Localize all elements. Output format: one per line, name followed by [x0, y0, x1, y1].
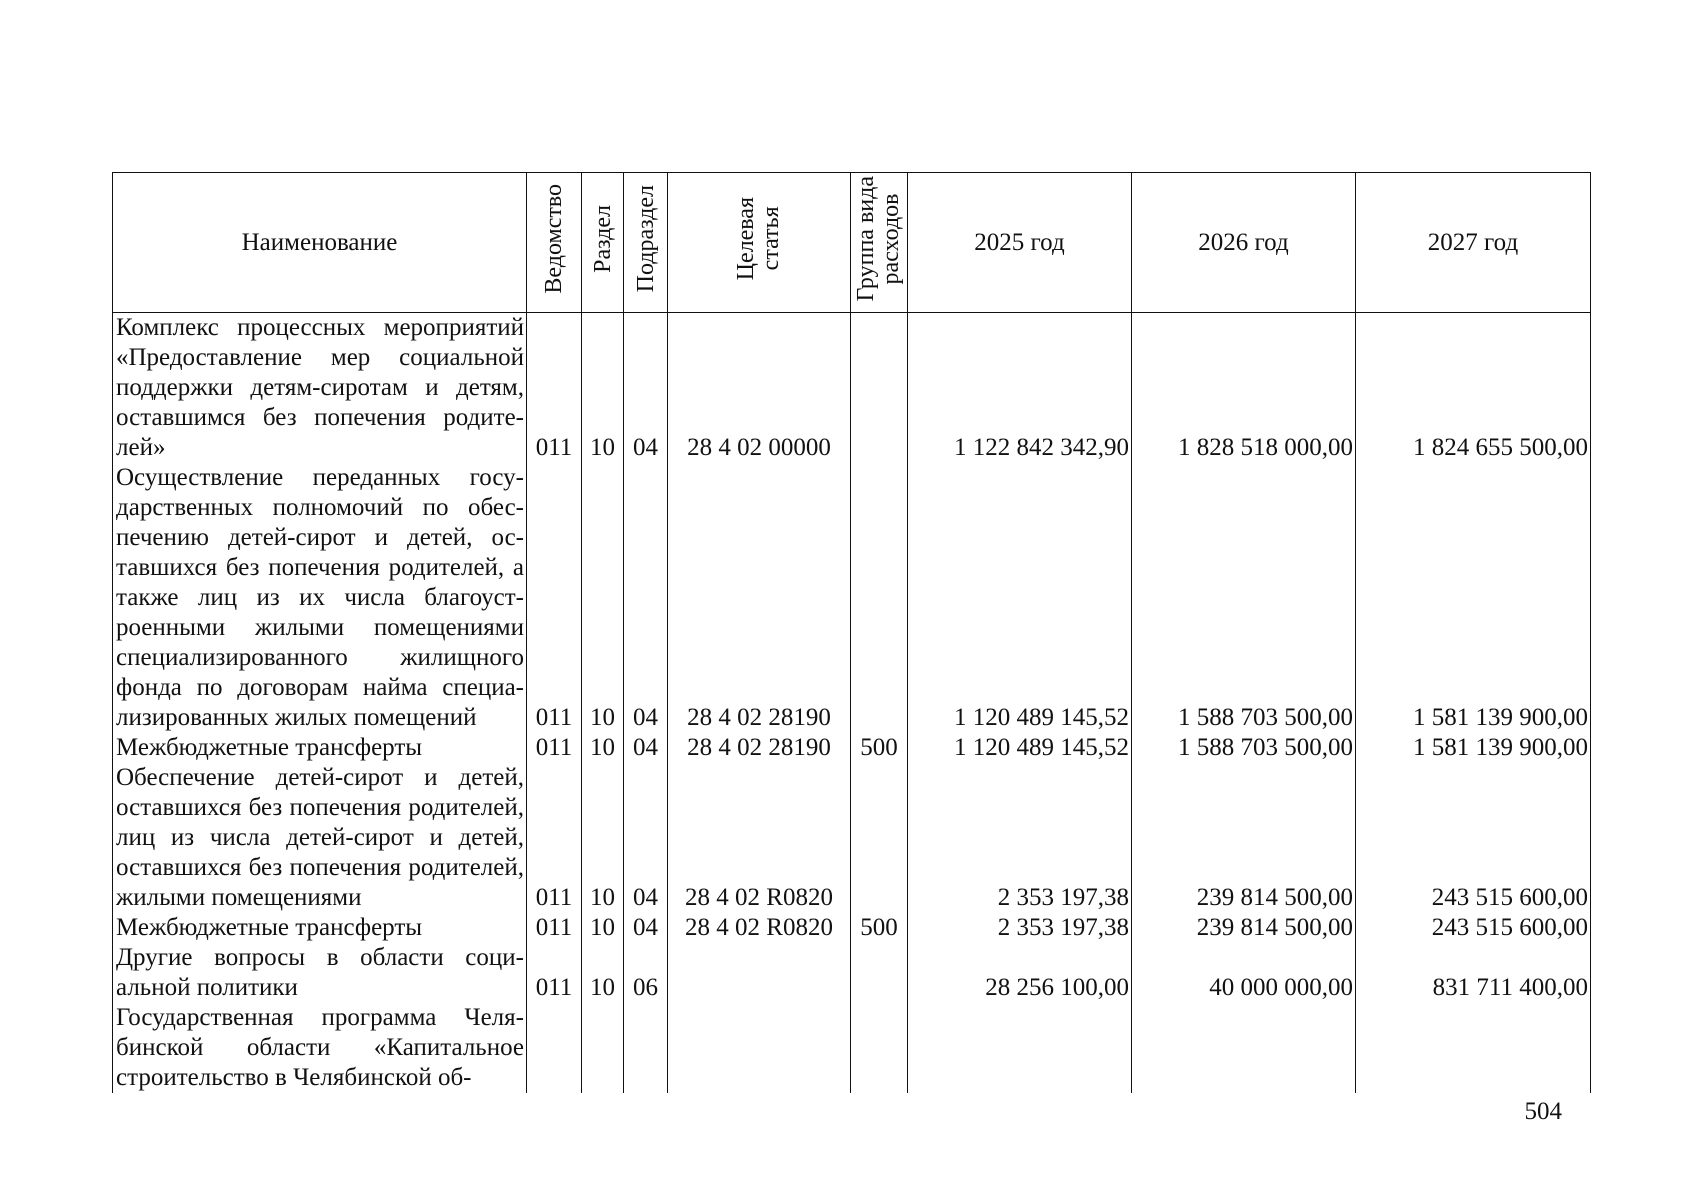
row-2026: 1 588 703 500,00 [1132, 733, 1356, 763]
row-celevaya: 28 4 02 R0820 [668, 763, 851, 913]
row-2027: 1 581 139 900,00 [1356, 463, 1591, 733]
row-name: Межбюджетные трансферты [113, 733, 527, 763]
table-row [113, 913, 1591, 943]
table-body [113, 313, 1591, 1094]
header-2025: 2025 год [908, 173, 1132, 313]
row-2025: 2 353 197,38 [908, 913, 1132, 943]
row-razdel: 10 [582, 913, 624, 943]
row-2027: 1 581 139 900,00 [1356, 733, 1591, 763]
row-podrazdel: 04 [624, 913, 668, 943]
header-podrazdel-label: Подраздел [632, 185, 659, 293]
row-name: Государственная программа Челябинской области «Капитальное строительство в Челябинской об- [113, 1003, 527, 1093]
header-2026: 2026 год [1132, 173, 1356, 313]
row-gruppa [851, 1003, 908, 1093]
row-vedomstvo: 011 [527, 313, 582, 464]
page-number: 504 [1524, 1098, 1562, 1125]
row-vedomstvo: 011 [527, 913, 582, 943]
header-razdel [582, 173, 624, 313]
header-podrazdel [624, 173, 668, 313]
row-gruppa: 500 [851, 733, 908, 763]
row-gruppa [851, 763, 908, 913]
table-row [113, 463, 1591, 733]
table-row [113, 733, 1591, 763]
row-razdel: 10 [582, 733, 624, 763]
budget-table [112, 172, 1591, 1093]
row-2025: 2 353 197,38 [908, 763, 1132, 913]
row-gruppa [851, 943, 908, 1003]
row-razdel: 10 [582, 463, 624, 733]
row-celevaya: 28 4 02 28190 [668, 733, 851, 763]
row-podrazdel: 04 [624, 463, 668, 733]
row-name: Обеспечение детей-сирот и детей, оставшихся без попечения родителей, лиц из числа детей-сирот и детей, оставшихся без попечения родителей, жилыми помещениями [113, 763, 527, 913]
header-celevaya [668, 173, 851, 313]
row-vedomstvo: 011 [527, 463, 582, 733]
row-2025: 28 256 100,00 [908, 943, 1132, 1003]
row-2025: 1 120 489 145,52 [908, 463, 1132, 733]
row-podrazdel: 06 [624, 943, 668, 1003]
row-vedomstvo: 011 [527, 733, 582, 763]
row-celevaya [668, 943, 851, 1003]
row-name: Межбюджетные трансферты [113, 913, 527, 943]
table-row [113, 1003, 1591, 1093]
row-name: Комплекс процессных мероприятий «Предоставление мер социальной поддержки детям-сиротам и детям, оставшимся без попечения родителей» [113, 313, 527, 464]
row-2026: 239 814 500,00 [1132, 913, 1356, 943]
row-razdel: 10 [582, 313, 624, 464]
row-2025: 1 120 489 145,52 [908, 733, 1132, 763]
row-2025 [908, 1003, 1132, 1093]
row-vedomstvo [527, 1003, 582, 1093]
row-2027: 831 711 400,00 [1356, 943, 1591, 1003]
row-podrazdel [624, 1003, 668, 1093]
table-row [113, 943, 1591, 1003]
header-vedomstvo [527, 173, 582, 313]
row-gruppa [851, 313, 908, 464]
row-2027: 243 515 600,00 [1356, 763, 1591, 913]
row-celevaya: 28 4 02 00000 [668, 313, 851, 464]
table-row [113, 313, 1591, 464]
table-row [113, 763, 1591, 913]
row-celevaya: 28 4 02 R0820 [668, 913, 851, 943]
row-name: Осуществление переданных государственных полномочий по обеспечению детей-сирот и детей, оставшихся без попечения родителей, а также лиц из их числа благоустроенными жилыми помещениями специализированного жилищного фонда по договорам найма специализированных жилых помещений [113, 463, 527, 733]
header-gruppa-label: Группа вида расходов [852, 176, 904, 302]
header-2027: 2027 год [1356, 173, 1591, 313]
row-2025: 1 122 842 342,90 [908, 313, 1132, 464]
row-2026 [1132, 1003, 1356, 1093]
row-razdel: 10 [582, 943, 624, 1003]
header-name: Наименование [113, 173, 527, 313]
row-celevaya [668, 1003, 851, 1093]
header-razdel-label: Раздел [589, 205, 616, 273]
row-name: Другие вопросы в области социальной политики [113, 943, 527, 1003]
row-podrazdel: 04 [624, 733, 668, 763]
row-2026: 40 000 000,00 [1132, 943, 1356, 1003]
header-vedomstvo-label: Ведомство [541, 184, 567, 294]
row-gruppa [851, 463, 908, 733]
row-vedomstvo: 011 [527, 763, 582, 913]
table-header [113, 173, 1591, 313]
row-razdel [582, 1003, 624, 1093]
row-razdel: 10 [582, 763, 624, 913]
header-gruppa [851, 173, 908, 313]
row-2026: 1 588 703 500,00 [1132, 463, 1356, 733]
row-vedomstvo: 011 [527, 943, 582, 1003]
row-2026: 1 828 518 000,00 [1132, 313, 1356, 464]
row-2026: 239 814 500,00 [1132, 763, 1356, 913]
row-2027: 1 824 655 500,00 [1356, 313, 1591, 464]
row-podrazdel: 04 [624, 763, 668, 913]
row-2027: 243 515 600,00 [1356, 913, 1591, 943]
header-celevaya-label: Целевая статья [732, 197, 784, 281]
row-2027 [1356, 1003, 1591, 1093]
row-podrazdel: 04 [624, 313, 668, 464]
row-gruppa: 500 [851, 913, 908, 943]
row-celevaya: 28 4 02 28190 [668, 463, 851, 733]
